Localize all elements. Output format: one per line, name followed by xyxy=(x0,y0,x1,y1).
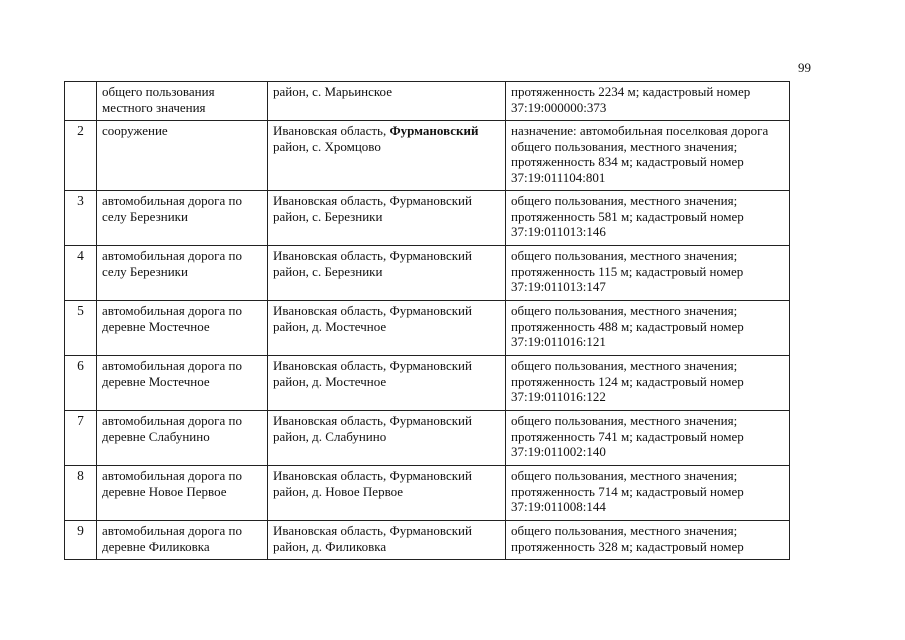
description-line: протяженность 488 м; кадастровый номер xyxy=(511,318,744,334)
object-name xyxy=(97,301,268,356)
description-line: протяженность 834 м; кадастровый номер xyxy=(511,154,744,169)
description-line: протяженность 2234 м; кадастровый номер xyxy=(511,84,751,99)
address-line: Ивановская область, Фурмановский xyxy=(273,413,472,428)
object-address xyxy=(268,191,506,246)
description-line: общего пользования, местного значения; xyxy=(511,468,738,483)
description-line: общего пользования, местного значения; xyxy=(511,248,738,263)
description-line: общего пользования, местного значения; xyxy=(511,193,738,208)
address-region: Ивановская область, xyxy=(273,123,390,138)
object-name-line: местного значения xyxy=(102,99,206,115)
object-name-line: селу Березники xyxy=(102,263,188,279)
object-name-line: автомобильная дорога по xyxy=(102,413,242,428)
address-line: район, с. Березники xyxy=(273,263,383,279)
row-number: 2 xyxy=(65,121,97,191)
object-description xyxy=(506,521,790,560)
object-name-line: автомобильная дорога по xyxy=(102,193,242,208)
object-description xyxy=(506,356,790,411)
object-name-line: автомобильная дорога по xyxy=(102,358,242,373)
table-row xyxy=(65,466,790,521)
table-row xyxy=(65,246,790,301)
description-line: протяженность 115 м; кадастровый номер xyxy=(511,263,744,279)
row-number: 5 xyxy=(65,301,97,356)
description-line: 37:19:011013:146 xyxy=(511,224,606,239)
description-line: общего пользования, местного значения; xyxy=(511,358,738,373)
address-line: Ивановская область, Фурмановский xyxy=(273,523,472,538)
row-number: 7 xyxy=(65,411,97,466)
address-line: район, д. Мостечное xyxy=(273,373,387,389)
row-number: 9 xyxy=(65,521,97,560)
table-row xyxy=(65,191,790,246)
address-line: район, с. Марьинское xyxy=(273,84,392,99)
object-name-line: деревне Слабунино xyxy=(102,428,210,444)
object-name xyxy=(97,466,268,521)
object-description xyxy=(506,411,790,466)
object-name-line: деревне Мостечное xyxy=(102,318,210,334)
description-line: протяженность 581 м; кадастровый номер xyxy=(511,208,744,224)
description-line: 37:19:011013:147 xyxy=(511,279,606,294)
object-name-line: деревне Филиковка xyxy=(102,538,210,554)
table-row xyxy=(65,411,790,466)
description-line: общего пользования, местного значения; xyxy=(511,303,738,318)
address-line: район, с. Березники xyxy=(273,208,383,224)
description-line: 37:19:011016:121 xyxy=(511,334,606,349)
object-description xyxy=(506,466,790,521)
object-description xyxy=(506,246,790,301)
address-line: Ивановская область, Фурмановский xyxy=(273,193,472,208)
address-district-bold: Фурмановский xyxy=(389,123,479,138)
object-name xyxy=(97,82,268,121)
object-name-line: автомобильная дорога по xyxy=(102,523,242,538)
object-description xyxy=(506,191,790,246)
row-number: 8 xyxy=(65,466,97,521)
object-address xyxy=(268,121,506,191)
object-address xyxy=(268,246,506,301)
description-line: протяженность 328 м; кадастровый номер xyxy=(511,538,744,554)
object-name-line: автомобильная дорога по xyxy=(102,303,242,318)
address-line xyxy=(273,123,501,139)
address-line: район, д. Новое Первое xyxy=(273,483,404,499)
address-line: район, д. Филиковка xyxy=(273,538,387,554)
object-name xyxy=(97,521,268,560)
description-line: 37:19:011002:140 xyxy=(511,444,606,459)
address-line: Ивановская область, Фурмановский xyxy=(273,468,472,483)
object-description xyxy=(506,121,790,191)
page-number: 99 xyxy=(798,60,811,75)
object-description xyxy=(506,82,790,121)
object-name xyxy=(97,191,268,246)
address-line: Ивановская область, Фурмановский xyxy=(273,358,472,373)
row-number: 6 xyxy=(65,356,97,411)
object-address xyxy=(268,411,506,466)
description-line: 37:19:011104:801 xyxy=(511,169,606,185)
table-row xyxy=(65,301,790,356)
object-description xyxy=(506,301,790,356)
object-name-line: деревне Новое Первое xyxy=(102,483,227,499)
object-name xyxy=(97,121,268,191)
address-line: район, с. Хромцово xyxy=(273,138,381,154)
description-line: 37:19:000000:373 xyxy=(511,99,607,115)
object-name-line: общего пользования xyxy=(102,84,215,99)
object-address xyxy=(268,301,506,356)
description-line: протяженность 124 м; кадастровый номер xyxy=(511,373,744,389)
object-name-line: деревне Мостечное xyxy=(102,373,210,389)
object-name-line: селу Березники xyxy=(102,208,188,224)
description-line: общего пользования, местного значения; xyxy=(511,413,738,428)
object-name-line: сооружение xyxy=(102,123,168,138)
table-row xyxy=(65,82,790,121)
object-name xyxy=(97,246,268,301)
address-line: район, д. Слабунино xyxy=(273,428,387,444)
row-number: 4 xyxy=(65,246,97,301)
address-line: Ивановская область, Фурмановский xyxy=(273,303,472,318)
description-line: 37:19:011016:122 xyxy=(511,389,606,404)
row-number: 3 xyxy=(65,191,97,246)
address-line: район, д. Мостечное xyxy=(273,318,387,334)
object-address xyxy=(268,82,506,121)
object-address xyxy=(268,521,506,560)
address-line: Ивановская область, Фурмановский xyxy=(273,248,472,263)
description-line: протяженность 741 м; кадастровый номер xyxy=(511,428,744,444)
object-name xyxy=(97,356,268,411)
object-address xyxy=(268,356,506,411)
description-line: общего пользования, местного значения; xyxy=(511,138,738,154)
description-line: назначение: автомобильная поселковая дорога xyxy=(511,123,769,138)
object-address xyxy=(268,466,506,521)
table-row xyxy=(65,356,790,411)
row-number xyxy=(65,82,97,121)
property-registry-table xyxy=(64,81,790,560)
description-line: протяженность 714 м; кадастровый номер xyxy=(511,483,744,499)
table-row xyxy=(65,521,790,560)
description-line: общего пользования, местного значения; xyxy=(511,523,738,538)
description-line: 37:19:011008:144 xyxy=(511,499,606,514)
object-name-line: автомобильная дорога по xyxy=(102,248,242,263)
object-name xyxy=(97,411,268,466)
table-row xyxy=(65,121,790,191)
object-name-line: автомобильная дорога по xyxy=(102,468,242,483)
